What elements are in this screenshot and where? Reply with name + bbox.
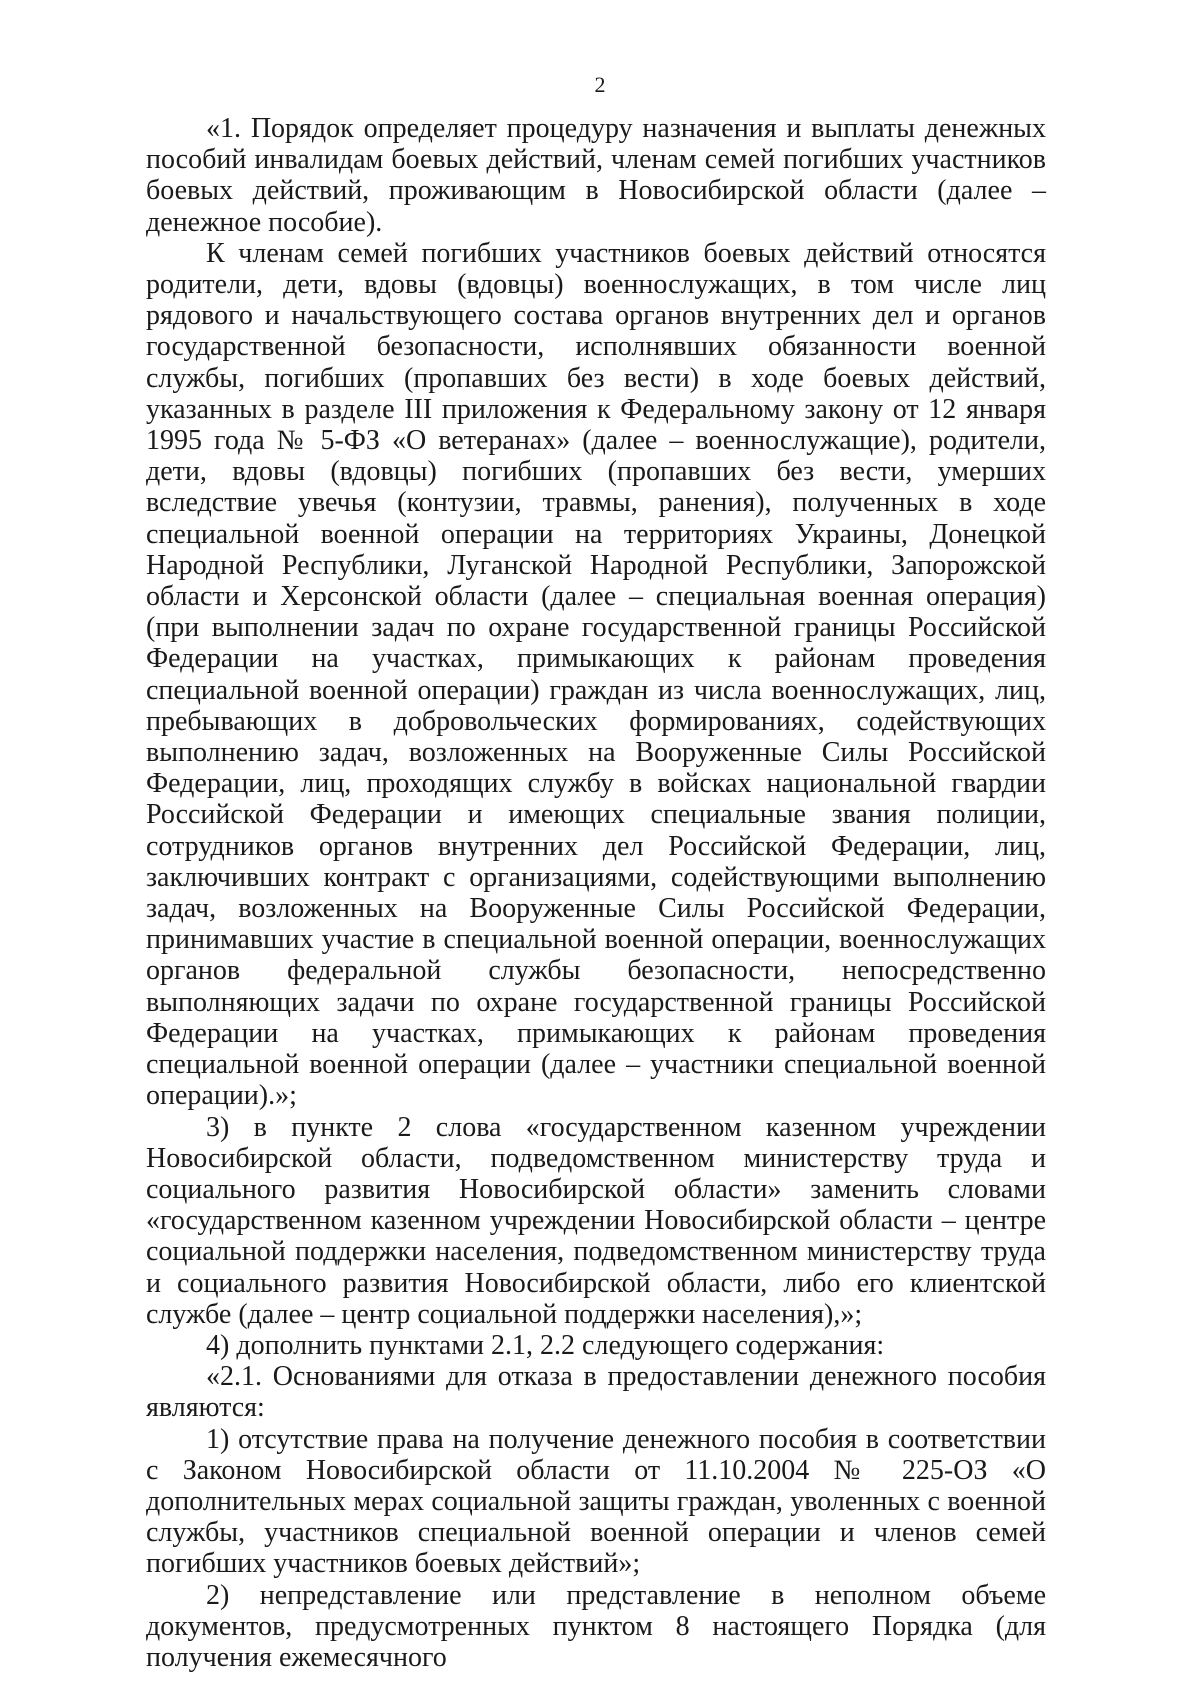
paragraph-1: «1. Порядок определяет процедуру назначения и выплаты денежных пособий инвалидам боевых действий, членам семей погибших участников боевых действий, проживающим в Новосибирской области (далее – денежное пособие). [146,113,1046,238]
paragraph-6: 1) отсутствие права на получение денежного пособия в соответствии с Законом Новосибирской области от 11.10.2004 № 225-ОЗ «О дополнительных мерах социальной защиты граждан, уволенных с военной службы, участников специальной военной операции и членов семей погибших участников боевых действий»; [146,1423,1046,1580]
paragraph-4: 4) дополнить пунктами 2.1, 2.2 следующего содержания: [206,1329,885,1361]
paragraph-3: 3) в пункте 2 слова «государственном казенном учреждении Новосибирской области, подведомственном министерству труда и социального развития Новосибирской области» заменить словами «государственном казенном учреждении Новосибирской области – центре социальной поддержки населения, подведомственном министерству труда и социального развития Новосибирской области, либо его клиентской службе (далее – центр социальной поддержки населения),»; [146,1111,1046,1330]
page-number: 2 [594,72,606,97]
paragraph-7: 2) непредставление или представление в неполном объеме документов, предусмотренных пунктом 8 настоящего Порядка (для получения ежемесячного [146,1579,1046,1673]
document-body [146,113,1046,1673]
paragraph-2: К членам семей погибших участников боевых действий относятся родители, дети, вдовы (вдовцы) военнослужащих, в том числе лиц рядового и начальствующего состава органов внутренних дел и органов государственной безопасности, исполнявших обязанности военной службы, погибших (пропавших без вести) в ходе боевых действий, указанных в разделе III приложения к Федеральному закону от 12 января 1995 года № 5-ФЗ «О ветеранах» (далее – военнослужащие), родители, дети, вдовы (вдовцы) погибших (пропавших без вести, умерших вследствие увечья (контузии, травмы, ранения), полученных в ходе специальной военной операции на территориях Украины, Донецкой Народной Республики, Луганской Народной Республики, Запорожской области и Херсонской области (далее – специальная военная операция) (при выполнении задач по охране государственной границы Российской Федерации на участках, примыкающих к районам проведения специальной военной операции) граждан из числа военнослужащих, лиц, пребывающих в добровольческих формированиях, содействующих выполнению задач, возложенных на Вооруженные Силы Российской Федерации, лиц, проходящих службу в войсках национальной гвардии Российской Федерации и имеющих специальные звания полиции, сотрудников органов внутренних дел Российской Федерации, лиц, заключивших контракт с организациями, содействующими выполнению задач, возложенных на Вооруженные Силы Российской Федерации, принимавших участие в специальной военной операции, военнослужащих органов федеральной службы безопасности, непосредственно выполняющих задачи по охране государственной границы Российской Федерации на участках, примыкающих к районам проведения специальной военной операции (далее – участники специальной военной операции).»; [146,237,1046,1112]
paragraph-5: «2.1. Основаниями для отказа в предоставлении денежного пособия являются: [146,1361,1046,1424]
